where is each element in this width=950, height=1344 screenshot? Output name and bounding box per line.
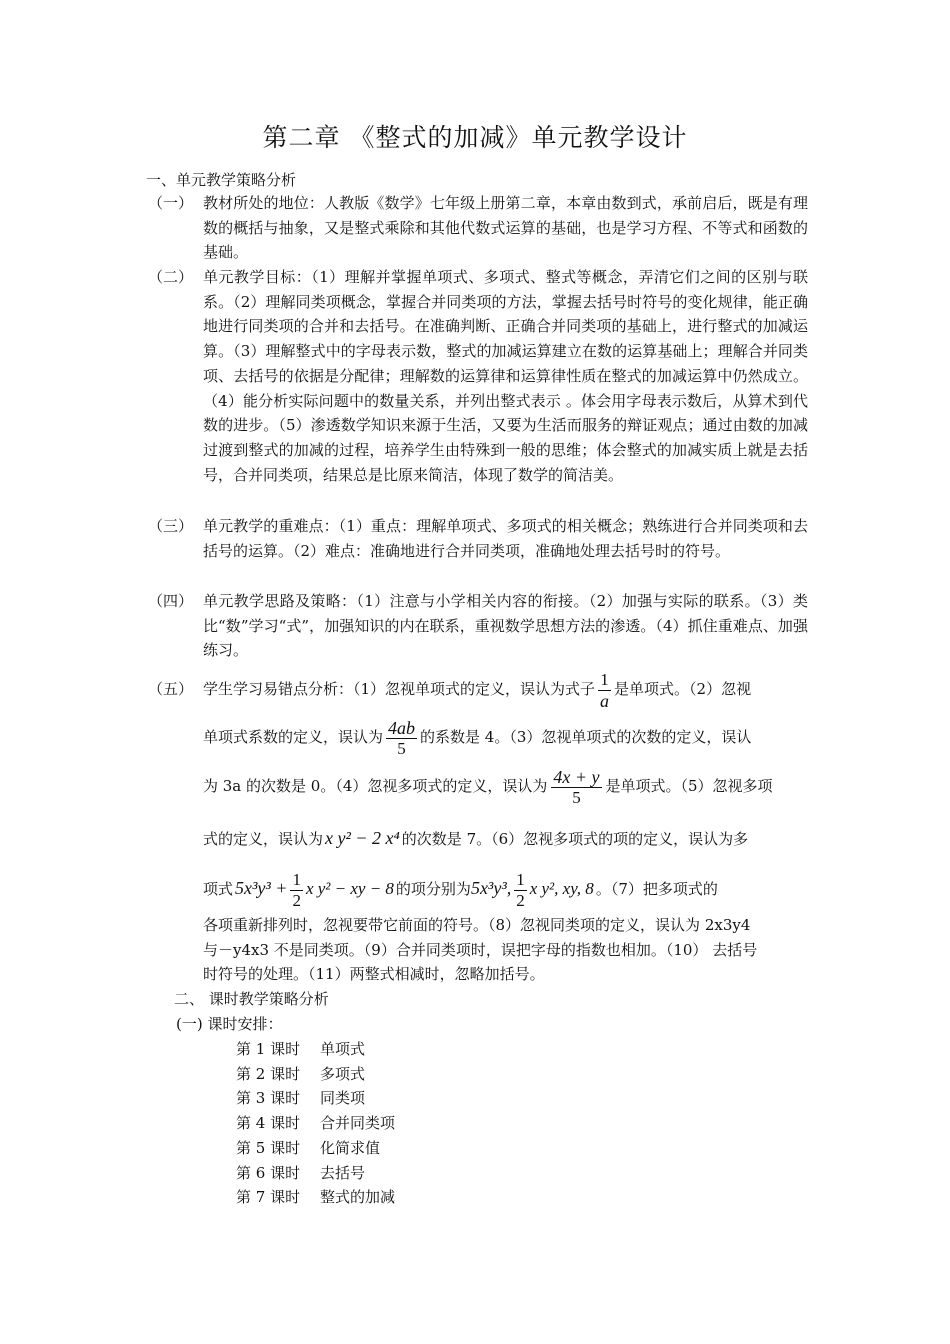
numerator: 1 (600, 669, 609, 689)
fraction-1-over-a (598, 670, 611, 711)
lesson-number: 第 6 课时 (236, 1163, 301, 1182)
item5-line1 (203, 666, 751, 712)
item1-text: 教材所处的地位：人教版《数学》七年级上册第二章，本章由数到式，承前启后，既是有理数的概括与抽象，又是整式乘除和其他代数式运算的基础，也是学习方程、不等式和函数的基础。 (203, 194, 808, 262)
lesson-name: 多项式 (320, 1064, 366, 1083)
item4-label: （四） (148, 592, 194, 610)
denominator: 2 (292, 890, 301, 910)
text: 。（7）把多项式的 (595, 880, 718, 898)
numerator: 1 (292, 869, 301, 889)
fraction-4x-plus-y-over-5 (551, 767, 601, 808)
text: 单项式系数的定义，误认为 (203, 728, 384, 746)
text: 是单项式。（5）忽视多项 (605, 777, 773, 795)
item3-label: （三） (148, 517, 194, 535)
text: 项式 (203, 880, 234, 898)
lesson-number: 第 2 课时 (236, 1064, 301, 1083)
lesson-number: 第 5 课时 (236, 1138, 301, 1157)
lesson-row (236, 1086, 395, 1111)
item1-label: （一） (148, 194, 194, 212)
lesson-name: 整式的加减 (320, 1188, 396, 1207)
lesson-row (236, 1161, 395, 1186)
item4-text: 单元教学思路及策略：（1）注意与小学相关内容的衔接。（2）加强与实际的联系。（3）类比“数”学习“式”，加强知识的内在联系，重视数学思想方法的渗透。（4）抓住重难点、加强练习。 (203, 592, 808, 660)
lesson-name: 去括号 (320, 1163, 366, 1182)
denominator: 5 (572, 787, 581, 807)
lesson-name: 合并同类项 (320, 1114, 396, 1133)
lesson-name: 单项式 (320, 1040, 366, 1058)
lesson-number: 第 4 课时 (236, 1114, 301, 1133)
lesson-row (236, 1037, 395, 1062)
text: 的项分别为 (395, 880, 471, 898)
expression-xy2-minus-2x4: x y² − 2 x⁴ (325, 828, 400, 848)
numerator: 1 (516, 869, 525, 889)
fraction-one-half (290, 870, 303, 911)
item2-text: 单元教学目标：（1）理解并掌握单项式、多项式、整式等概念，弄清它们之间的区别与联系。（2）理解同类项概念，掌握合并同类项的方法，掌握去括号时符号的变化规律，能正确地进行同类项的合并和去括号。在准确判断、正确合并同类项的基础上，进行整式的加减运算。（3）理解整式中的字母表示数，整式的加减运算建立在数的运算基础上；理解合并同类项、去括号的依据是分配律；理解数的运算律和运算律性质在整式的加减运算中仍然成立。（4）能分析实际问题中的数量关系，并列出整式表示 。体会用字母表示数后，从算术到代数的进步。（5）渗透数学知识来源于生活，又要为生活而服务的辩证观点；通过由数的加减过渡到整式的加减的过程，培养学生由特殊到一般的思维；体会整式的加减实质上就是去括号，合并同类项，结果总是比原来简洁，体现了数学的简洁美。 (203, 268, 808, 484)
item5-line2 (203, 714, 751, 760)
lesson-number: 第 1 课时 (236, 1040, 301, 1058)
text: 的系数是 4。（3）忽视单项式的次数的定义，误认 (420, 728, 752, 746)
item5-line5 (203, 865, 718, 912)
item2-label: （二） (148, 268, 194, 286)
denominator: 5 (397, 738, 406, 758)
expression-xy2-minus-xy-minus-8: x y² − xy − 8 (305, 879, 394, 898)
lesson-number: 第 7 课时 (236, 1188, 301, 1207)
section2-heading: 二、 课时教学策略分析 (174, 990, 329, 1008)
lesson-number: 第 3 课时 (236, 1089, 301, 1108)
fraction-one-half (514, 870, 527, 911)
lesson-name: 化简求值 (320, 1138, 381, 1157)
denominator: a (600, 690, 610, 711)
item5-label: （五） (148, 680, 194, 698)
item5-line4 (203, 823, 748, 854)
text: 是单项式。（2）忽视 (614, 680, 752, 698)
item5-line8: 时符号的处理。（11）两整式相减时，忽略加括号。 (203, 965, 545, 983)
item5-line3 (203, 763, 773, 809)
denominator: 2 (516, 890, 525, 910)
lesson-name: 同类项 (320, 1089, 366, 1108)
lesson-row (236, 1062, 395, 1087)
lesson-row (236, 1136, 395, 1161)
item5-line6: 各项重新排列时，忽视要带它前面的符号。（8）忽视同类项的定义，误认为 2x3y4 (203, 916, 751, 934)
item3-text: 单元教学的重难点：（1）重点：理解单项式、多项式的相关概念；熟练进行合并同类项和去括号的运算。（2）难点：准确地进行合并同类项，准确地处理去括号时的符号。 (203, 517, 808, 560)
expression-terms-5x3y3: 5x³y³, (470, 878, 512, 898)
text: 为 3a 的次数是 0。（4）忽视多项式的定义，误认为 (203, 777, 548, 795)
lesson-row (236, 1185, 395, 1210)
fraction-4ab-over-5 (386, 718, 417, 759)
numerator: 4ab (388, 717, 416, 738)
section1-heading: 一、单元教学策略分析 (146, 171, 297, 189)
lesson-schedule (236, 1037, 395, 1210)
lesson-row (236, 1111, 395, 1136)
numerator: 4x + y (553, 766, 600, 787)
text: 式的定义，误认为 (203, 830, 324, 848)
lesson-arrangement-heading: (一) 课时安排： (176, 1015, 283, 1033)
expression-5x3y3: 5x³y³ + (235, 878, 288, 898)
expression-terms-rest: x y², xy, 8 (529, 879, 594, 898)
text: 学生学习易错点分析：（1）忽视单项式的定义，误认为式子 (203, 680, 596, 698)
page-title: 第二章 《整式的加减》单元教学设计 (262, 123, 688, 152)
item5-line7: 与－y4x3 不是同类项。（9）合并同类项时，误把字母的指数也相加。（10） 去括号 (203, 941, 758, 959)
text: 的次数是 7。（6）忽视多项式的项的定义，误认为多 (401, 830, 749, 848)
